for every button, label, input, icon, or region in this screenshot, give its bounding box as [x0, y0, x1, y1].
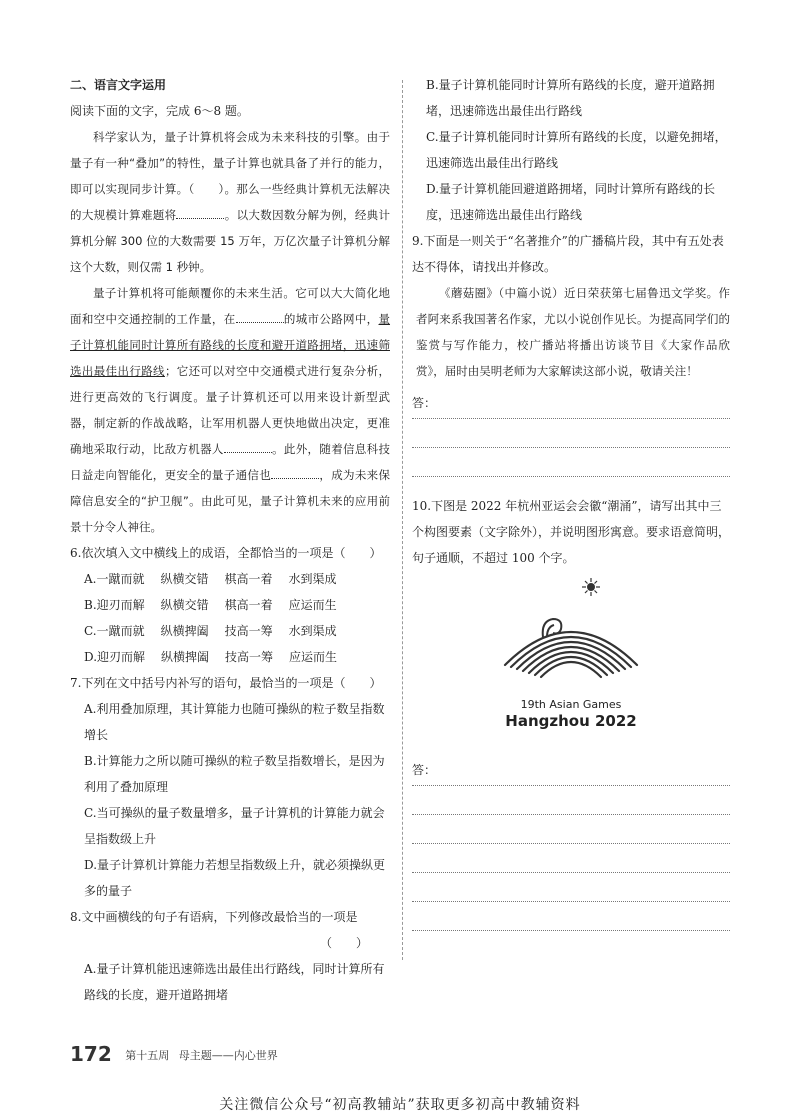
passage-p2-e: ，成为未来保障信息安全的“护卫舰”。由此可见，量子计算机未来的应用前景十分令人神往。 — [70, 468, 391, 534]
blank-4[interactable] — [271, 464, 319, 479]
q9-answer-line-1[interactable] — [412, 390, 730, 419]
passage-paragraph-1 — [70, 124, 390, 280]
q7-option-b[interactable]: B.计算能力之所以随可操纵的粒子数呈指数增长，是因为利用了叠加原理 — [84, 754, 385, 794]
instruction: 阅读下面的文字，完成 6～8 题。 — [70, 104, 249, 118]
q9-stem: 9.下面是一则关于“名著推介”的广播稿片段，其中有五处表达不得体，请找出并修改。 — [412, 234, 724, 274]
footer-theme: 母主题——内心世界 — [178, 1049, 278, 1062]
q10-answer-line-6[interactable] — [412, 902, 730, 931]
q6-option-d[interactable]: D.迎刃而解 纵横捭阖 技高一筹 应运而生 — [84, 650, 338, 664]
bottom-promo-note: 关注微信公众号“初高教辅站”获取更多初高中教辅资料 — [219, 1097, 581, 1113]
left-column — [70, 72, 390, 1008]
blank-1[interactable] — [176, 204, 224, 219]
q8-answer-paren: （ ） — [319, 936, 368, 950]
passage-p2-d: 。此外，随着信息科技日益走向智能化，更安全的量子通信也 — [70, 442, 391, 482]
q6-option-b[interactable]: B.迎刃而解 纵横交错 棋高一着 应运而生 — [84, 598, 337, 612]
footer-week: 第十五周 — [125, 1049, 170, 1062]
page-number: 172 — [70, 1042, 112, 1066]
q6-option-a[interactable]: A.一蹴而就 纵横交错 棋高一着 水到渠成 — [84, 572, 337, 586]
passage-p1-c: 。以大数因数分解为例，经典计算机分解 300 位的大数需要 15 万年，万亿次量子计算机分解这个大数，则仅需 1 秒钟。 — [70, 208, 391, 274]
blank-3[interactable] — [224, 438, 272, 453]
q10-answer-line-4[interactable] — [412, 844, 730, 873]
q10-answer-label: 答： — [412, 763, 437, 777]
column-divider — [402, 80, 403, 960]
q10-answer-line-2[interactable] — [412, 786, 730, 815]
q9-answer-label: 答： — [412, 396, 437, 410]
passage-p1-a: 科学家认为，量子计算机将会成为未来科技的引擎。由于量子有一种“叠加”的特性，量子计算也就具备了并行的能力，即可以实现同步计算。（ — [70, 130, 390, 196]
q10-stem: 10.下图是 2022 年杭州亚运会会徽“潮涌”，请写出其中三个构图要素（文字除外），并说明图形寓意。要求语意简明，句子通顺，不超过 100 个字。 — [412, 499, 731, 565]
q6-stem: 6.依次填入文中横线上的成语，全都恰当的一项是（ ） — [70, 546, 382, 560]
q7-option-d[interactable]: D.量子计算机计算能力若想呈指数级上升，就必须操纵更多的量子 — [84, 858, 386, 898]
q8-option-a[interactable]: A.量子计算机能迅速筛选出最佳出行路线，同时计算所有路线的长度，避开道路拥堵 — [84, 962, 385, 1002]
passage-p2-c: ；它还可以对空中交通模式进行复杂分析，进行更高效的飞行调度。量子计算机还可以用来设计新型武器，制定新的作战战略，让军用机器人更快地做出决定，更准确地采取行动，比敌方机器人 — [70, 364, 391, 456]
q8-option-c[interactable]: C.量子计算机能同时计算所有路线的长度，以避免拥堵，迅速筛选出最佳出行路线 — [426, 130, 727, 170]
logo-caption-line-1: 19th Asian Games — [520, 698, 622, 711]
q7-option-c[interactable]: C.当可操纵的量子数量增多，量子计算机的计算能力就会呈指数级上升 — [84, 806, 385, 846]
asian-games-logo — [491, 577, 651, 737]
q9-answer-line-3[interactable] — [412, 448, 730, 477]
page-footer — [70, 1042, 278, 1066]
blank-2[interactable] — [236, 308, 284, 323]
q7-option-a[interactable]: A.利用叠加原理，其计算能力也随可操纵的粒子数呈指数增长 — [84, 702, 385, 742]
q10-answer-line-3[interactable] — [412, 815, 730, 844]
passage-paragraph-2 — [70, 280, 390, 540]
q9-answer-line-2[interactable] — [412, 419, 730, 448]
section-title: 二、语言文字运用 — [70, 78, 167, 92]
sun-icon — [582, 578, 600, 596]
q9-broadcast-text: 《蘑菇圈》（中篇小说）近日荣获第七届鲁迅文学奖。作者阿来系我国著名作家，尤以小说创作见长。为提高同学们的鉴赏与写作能力，校广播站将播出访谈节目《大家作品欣赏》，届时由吴明老师为大家解读这部小说，敬请关注！ — [416, 286, 730, 378]
q10-answer-line-1[interactable] — [412, 757, 730, 786]
q8-option-b[interactable]: B.量子计算机能同时计算所有路线的长度，避开道路拥堵，迅速筛选出最佳出行路线 — [426, 78, 715, 118]
right-column — [412, 72, 730, 931]
passage-p2-b: 的城市公路网中， — [283, 312, 379, 326]
q6-option-c[interactable]: C.一蹴而就 纵横捭阖 技高一筹 水到渠成 — [84, 624, 337, 638]
logo-caption-line-2: Hangzhou 2022 — [505, 712, 637, 730]
passage-p1-b: ）。那么一些经典计算机无法解决的大规模计算难题将 — [70, 182, 391, 222]
q8-stem: 8.文中画横线的句子有语病，下列修改最恰当的一项是 — [70, 910, 358, 924]
underlined-sentence: 量子计算机能同时计算所有路线的长度和避开道路拥堵，迅速筛选出最佳出行路线 — [70, 312, 391, 378]
q8-option-d[interactable]: D.量子计算机能回避道路拥堵，同时计算所有路线的长度，迅速筛选出最佳出行路线 — [426, 182, 716, 222]
q7-stem: 7.下列在文中括号内补写的语句，最恰当的一项是（ ） — [70, 676, 382, 690]
passage-p2-a: 量子计算机将可能颠覆你的未来生活。它可以大大简化地面和空中交通控制的工作量，在 — [70, 286, 390, 326]
tide-emblem-icon — [491, 577, 651, 689]
q10-answer-line-5[interactable] — [412, 873, 730, 902]
